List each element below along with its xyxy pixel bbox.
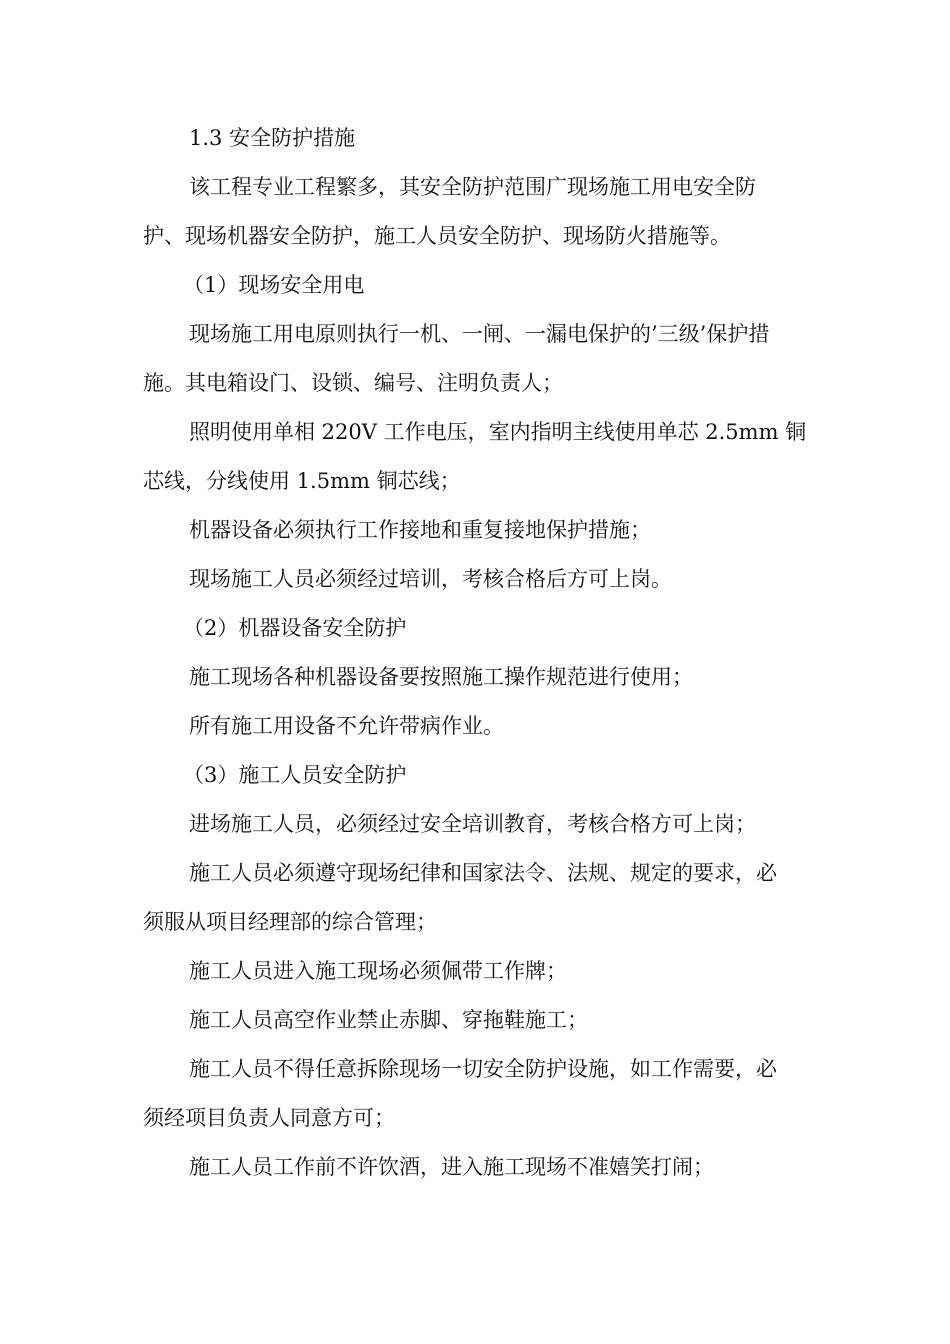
- paragraph-line: 现场施工用电原则执行一机、一闸、一漏电保护的’三级’保护措: [189, 322, 770, 346]
- paragraph-line: 进场施工人员，必须经过安全培训教育，考核合格方可上岗；: [189, 812, 756, 836]
- subsection-heading: （1）现场安全用电: [183, 273, 365, 297]
- paragraph-line: 机器设备必须执行工作接地和重复接地保护措施；: [189, 518, 651, 542]
- paragraph-line: 须服从项目经理部的综合管理；: [143, 910, 437, 934]
- paragraph-line: 施工人员高空作业禁止赤脚、穿拖鞋施工；: [189, 1008, 588, 1032]
- document-body: [143, 114, 808, 1192]
- paragraph-line: 施。其电箱设门、设锁、编号、注明负责人；: [143, 371, 563, 395]
- subsection-heading: （3）施工人员安全防护: [183, 763, 407, 787]
- paragraph-line: 施工人员必须遵守现场纪律和国家法令、法规、规定的要求，必: [189, 861, 777, 885]
- paragraph-line: 芯线，分线使用 1.5mm 铜芯线；: [143, 469, 461, 493]
- paragraph-line: 护、现场机器安全防护，施工人员安全防护、现场防火措施等。: [143, 224, 731, 248]
- paragraph-line: 照明使用单相 220V 工作电压，室内指明主线使用单芯 2.5mm 铜: [189, 420, 807, 444]
- paragraph-line: 施工人员不得任意拆除现场一切安全防护设施，如工作需要，必: [189, 1057, 777, 1081]
- paragraph-line: 该工程专业工程繁多，其安全防护范围广现场施工用电安全防: [189, 175, 756, 199]
- subsection-heading: （2）机器设备安全防护: [183, 616, 407, 640]
- paragraph-line: 施工人员工作前不许饮酒，进入施工现场不准嬉笑打闹；: [189, 1155, 714, 1179]
- paragraph-line: 施工人员进入施工现场必须佩带工作牌；: [189, 959, 567, 983]
- paragraph-line: 所有施工用设备不允许带病作业。: [189, 714, 504, 738]
- paragraph-line: 现场施工人员必须经过培训，考核合格后方可上岗。: [189, 567, 672, 591]
- paragraph-line: 施工现场各种机器设备要按照施工操作规范进行使用；: [189, 665, 693, 689]
- section-heading: 1.3 安全防护措施: [189, 126, 356, 150]
- paragraph-line: 须经项目负责人同意方可；: [143, 1106, 395, 1130]
